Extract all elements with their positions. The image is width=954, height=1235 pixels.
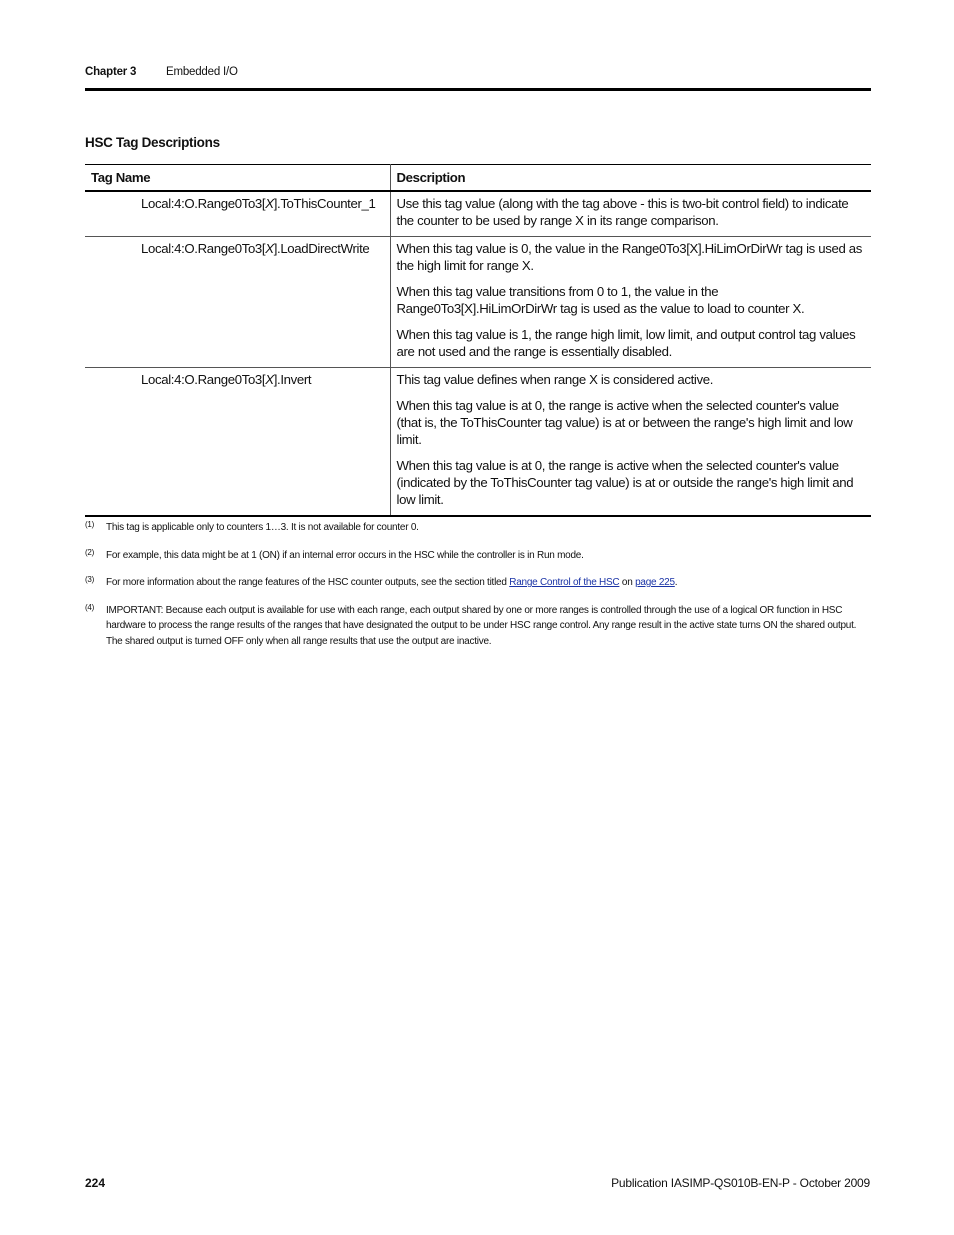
description-paragraph: This tag value defines when range X is considered active. — [396, 372, 714, 387]
table-title: HSC Tag Descriptions — [85, 135, 220, 150]
description-paragraph: When this tag value is 1, the range high limit, low limit, and output control tag values are not used and the range is essentially disabled. — [396, 327, 856, 359]
table-body — [85, 191, 871, 516]
column-header-description: Description — [390, 165, 871, 192]
tag-name-text: Local:4:O.Range0To3[ — [141, 372, 266, 387]
footnotes — [85, 520, 871, 661]
description-paragraph: Use this tag value (along with the tag above - this is two-bit control field) to indicate the counter to be used by range X in its range comparison. — [396, 196, 849, 228]
tag-index-variable: X — [265, 372, 274, 387]
column-header-tag-name: Tag Name — [85, 165, 390, 192]
section-label: Embedded I/O — [166, 66, 238, 78]
page-number: 224 — [85, 1176, 106, 1190]
tag-name-cell — [85, 237, 390, 368]
tag-index-variable: X — [265, 196, 274, 211]
footnote-text: For example, this data might be at 1 (ON) if an internal error occurs in the HSC while the controller is in Run mode. — [106, 549, 584, 561]
footnote-text: This tag is applicable only to counters 1…3. It is not available for counter 0. — [106, 522, 419, 533]
page-225-link[interactable]: page 225 — [635, 577, 675, 588]
table-row — [85, 368, 871, 517]
description-cell — [390, 368, 871, 517]
table-header-row — [85, 165, 871, 192]
publication-info: Publication IASIMP-QS010B-EN-P - October 2009 — [611, 1176, 870, 1190]
footnote-mark: (2) — [85, 547, 95, 557]
description-cell — [390, 237, 871, 368]
header-rule — [85, 88, 871, 91]
description-paragraph: When this tag value is at 0, the range is active when the selected counter's value (that is, the ToThisCounter tag value) is at or between the range's high limit and low limit. — [396, 398, 853, 447]
footnote-mark: (1) — [85, 520, 95, 529]
footnote-text: . — [674, 577, 678, 588]
hsc-tag-table — [85, 164, 871, 517]
tag-name-text: ].ToThisCounter_1 — [273, 196, 376, 211]
footnote — [85, 548, 871, 564]
tag-name-text: ].Invert — [273, 372, 312, 387]
tag-name-text: ].LoadDirectWrite — [273, 241, 370, 256]
footnote-text: IMPORTANT: Because each output is available for use with each range, each output shared by one or more ranges is controlled through the use of a logical OR function in HSC hardware to process the range results of the ranges that have designated the output to be under HSC range control. Any range result in the active state turns ON the shared output. The shared output is turned OFF only when all range results that use the output are inactive. — [106, 604, 857, 647]
range-control-link[interactable]: Range Control of the HSC — [509, 577, 620, 588]
footnote-mark: (4) — [85, 602, 95, 612]
tag-name-text: Local:4:O.Range0To3[ — [141, 241, 266, 256]
tag-name-cell — [85, 191, 390, 237]
footnote — [85, 603, 871, 650]
page-header — [85, 66, 238, 78]
description-paragraph: When this tag value is at 0, the range is active when the selected counter's value (indicated by the ToThisCounter tag value) is at or outside the range's high limit and low limit. — [396, 458, 854, 507]
tag-name-text: Local:4:O.Range0To3[ — [141, 196, 266, 211]
description-paragraph: When this tag value is 0, the value in the Range0To3[X].HiLimOrDirWr tag is used as the high limit for range X. — [396, 241, 862, 273]
table-row — [85, 237, 871, 368]
footnote-mark: (3) — [85, 575, 95, 584]
chapter-label: Chapter 3 — [85, 66, 137, 78]
tag-index-variable: X — [265, 241, 274, 256]
footnote-text: For more information about the range features of the HSC counter outputs, see the section titled — [106, 577, 510, 588]
footnote — [85, 575, 871, 591]
description-cell — [390, 191, 871, 237]
footnote — [85, 520, 871, 536]
description-paragraph: When this tag value transitions from 0 to 1, the value in the Range0To3[X].HiLimOrDirWr tag is used as the value to load to counter X. — [396, 284, 805, 316]
table-row — [85, 191, 871, 237]
footnote-text: on — [619, 577, 636, 588]
tag-name-cell — [85, 368, 390, 517]
